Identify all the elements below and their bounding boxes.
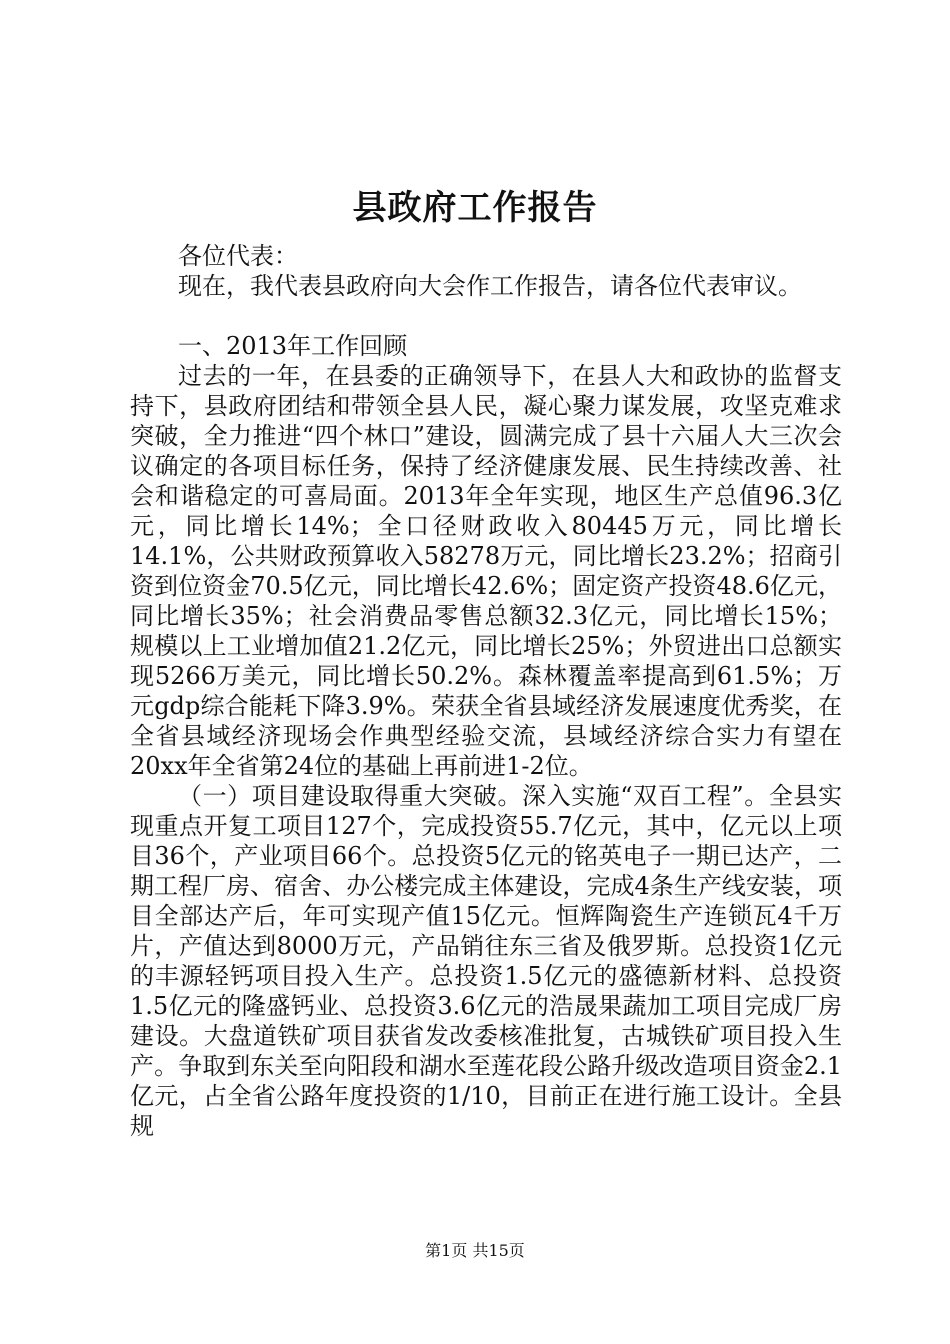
intro-paragraph: 现在，我代表县政府向大会作工作报告，请各位代表审议。: [178, 272, 802, 300]
document-title: 县政府工作报告: [352, 188, 598, 228]
projects-paragraph: （一）项目建设取得重大突破。深入实施“双百工程”。全县实现重点开复工项目127个，完成投资55.7亿元，其中，亿元以上项目36个，产业项目66个。总投资5亿元的铭英电子一期已达产，二期工程厂房、宿舍、办公楼完成主体建设，完成4条生产线安装，项目全部达产后，年可实现产值15亿元。恒辉陶瓷生产连锁瓦4千万片，产值达到8000万元，产品销往东三省及俄罗斯。总投资1亿元的丰源轻钙项目投入生产。总投资1.5亿元的盛德新材料、总投资1.5亿元的隆盛钙业、总投资3.6亿元的浩晟果蔬加工项目完成厂房建设。大盘道铁矿项目获省发改委核准批复，古城铁矿项目投入生产。争取到东关至向阳段和湖水至莲花段公路升级改造项目资金2.1亿元，占全省公路年度投资的1/10，目前正在进行施工设计。全县规: [130, 782, 842, 1140]
section-heading: 一、2013年工作回顾: [178, 332, 408, 360]
page-footer: 第1页 共15页: [425, 1241, 525, 1260]
review-paragraph: 过去的一年，在县委的正确领导下，在县人大和政协的监督支持下，县政府团结和带领全县人民，凝心聚力谋发展，攻坚克难求突破，全力推进“四个林口”建设，圆满完成了县十六届人大三次会议确定的各项目标任务，保持了经济健康发展、民生持续改善、社会和谐稳定的可喜局面。2013年全年实现，地区生产总值96.3亿元，同比增长14%；全口径财政收入80445万元，同比增长14.1%，公共财政预算收入58278万元，同比增长23.2%；招商引资到位资金70.5亿元，同比增长42.6%；固定资产投资48.6亿元，同比增长35%；社会消费品零售总额32.3亿元，同比增长15%；规模以上工业增加值21.2亿元，同比增长25%；外贸进出口总额实现5266万美元，同比增长50.2%。森林覆盖率提高到61.5%；万元gdp综合能耗下降3.9%。荣获全省县域经济发展速度优秀奖，在全省县域经济现场会作典型经验交流，县域经济综合实力有望在20xx年全省第24位的基础上再前进1-2位。: [130, 362, 842, 780]
salutation: 各位代表：: [178, 242, 298, 270]
document-body: [130, 241, 842, 1141]
